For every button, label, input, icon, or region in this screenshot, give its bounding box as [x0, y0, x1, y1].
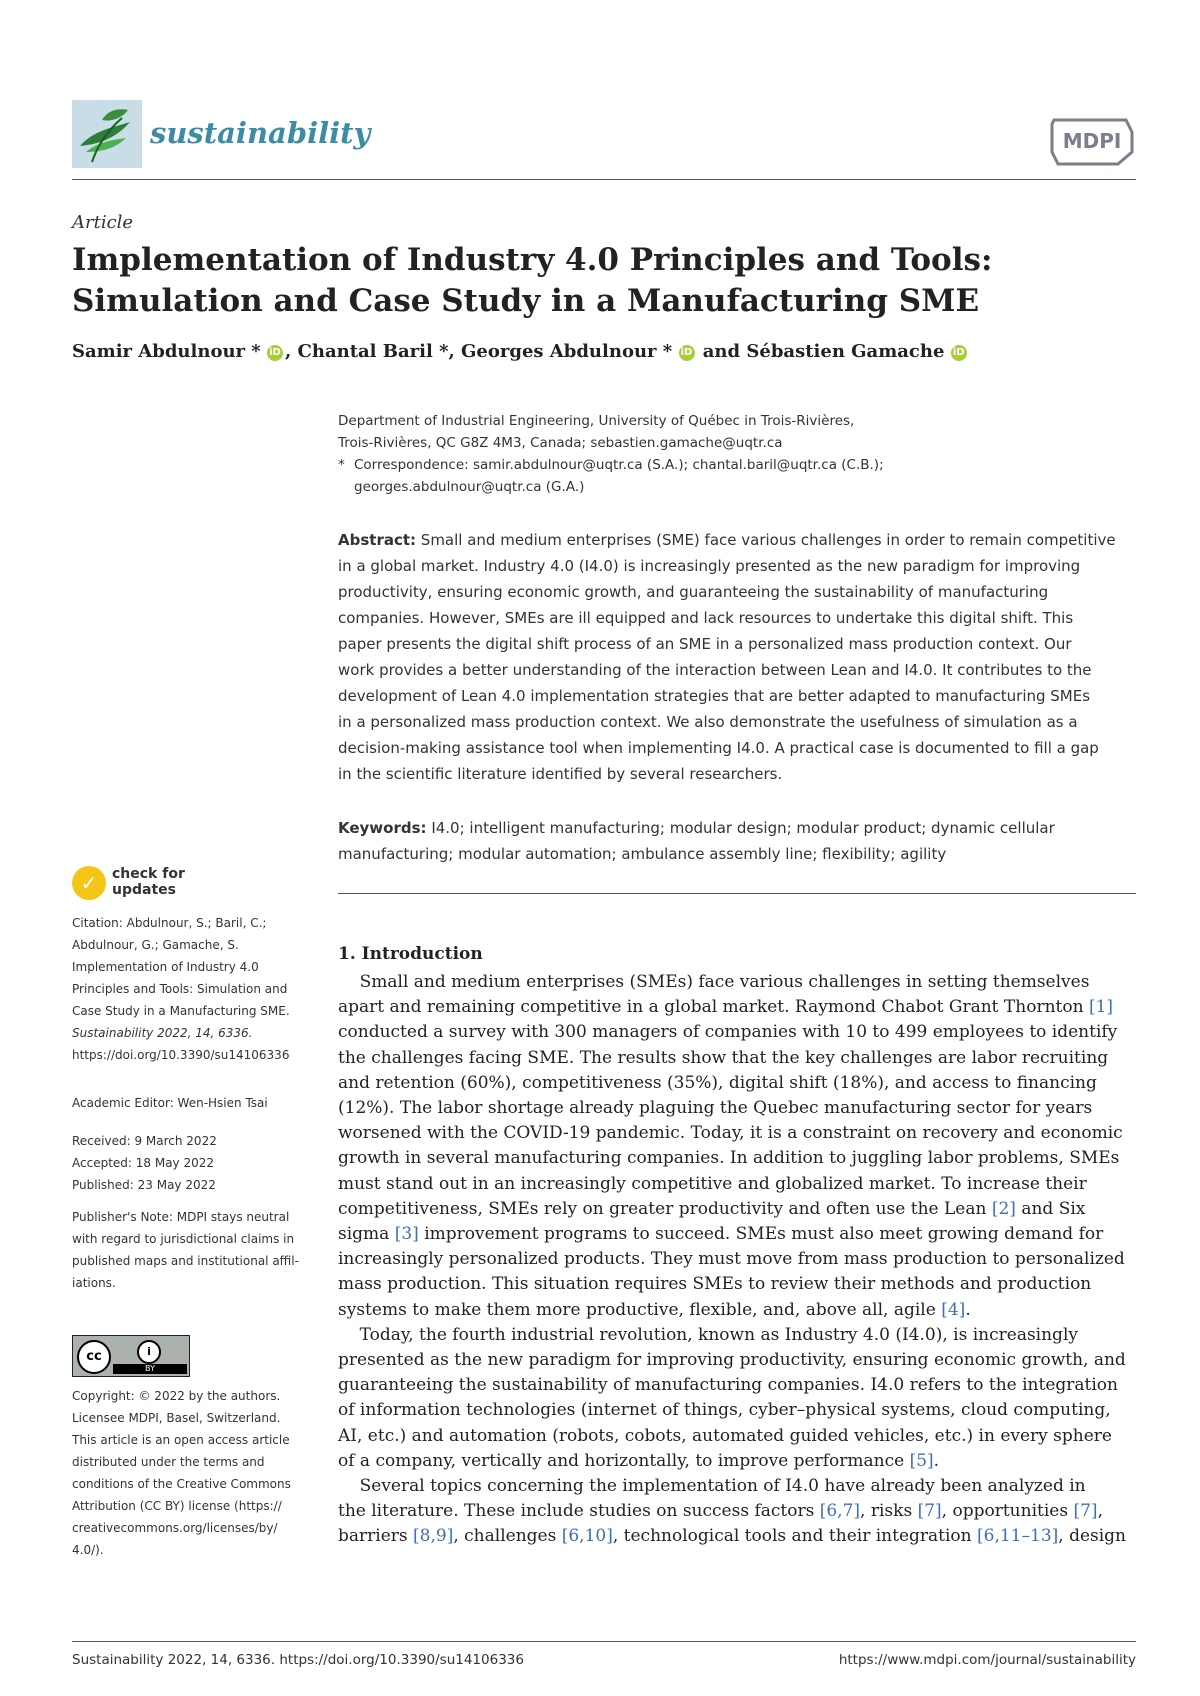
publisher-note-line: published maps and institutional affil- [72, 1254, 299, 1268]
body-line: guaranteeing the sustainability of manufacturing companies. I4.0 refers to the integration [338, 1375, 1118, 1396]
body-line: presented as the new paradigm for improving productivity, ensuring economic growth, and [338, 1350, 1126, 1371]
body-line: must stand out in an increasingly competitive and globalized market. To increase their [338, 1173, 1087, 1194]
body-line: Small and medium enterprises (SMEs) face various challenges in setting themselves [338, 972, 1090, 992]
reference-link[interactable]: [6,7] [819, 1501, 861, 1522]
dates-block [72, 1130, 312, 1196]
person-icon: i [137, 1340, 161, 1364]
abstract-line: Small and medium enterprises (SME) face various challenges in order to remain competitive [416, 531, 1116, 549]
citation-block [72, 912, 312, 1066]
body-line: conducted a survey with 300 managers of companies with 10 to 499 employees to identify [338, 1022, 1118, 1043]
keywords-label: Keywords: [338, 819, 427, 837]
publisher-note-line: iations. [72, 1276, 116, 1290]
abstract-line: paper presents the digital shift process of an SME in a personalized mass production context. Our [338, 635, 1072, 653]
copyright-line: This article is an open access article [72, 1433, 290, 1447]
body-line: the challenges facing SME. The results show that the key challenges are labor recruiting [338, 1047, 1109, 1068]
body-line: of information technologies (internet of things, cyber–physical systems, cloud computing, [338, 1400, 1111, 1421]
author-name[interactable]: Chantal Baril * [297, 341, 449, 362]
by-label: BY [113, 1364, 187, 1374]
citation-line: Case Study in a Manufacturing SME. [72, 1004, 290, 1018]
author-name[interactable]: Sébastien Gamache [746, 341, 945, 362]
citation-line: Principles and Tools: Simulation and [72, 982, 288, 996]
reference-link[interactable]: [7] [1073, 1501, 1098, 1522]
reference-link[interactable]: [3] [394, 1224, 419, 1245]
section-heading: 1. Introduction [338, 944, 483, 964]
copyright-line: Licensee MDPI, Basel, Switzerland. [72, 1411, 281, 1425]
check-updates-line: check for [112, 866, 185, 882]
citation-line: Sustainability 2022, 14, 6336. [72, 1026, 253, 1040]
check-for-updates-label [112, 866, 185, 898]
reference-link[interactable]: [1] [1088, 997, 1114, 1018]
body-line: AI, etc.) and automation (robots, cobots, automated guided vehicles, etc.) in every sphere [338, 1425, 1112, 1446]
body-line: growth in several manufacturing companies. In addition to juggling labor problems, SMEs [338, 1148, 1120, 1169]
abstract-line: in the scientific literature identified by several researchers. [338, 765, 783, 783]
footer-divider [72, 1641, 1136, 1642]
body-line: and retention (60%), competitiveness (35%), digital shift (18%), and access to financing [338, 1072, 1097, 1093]
reference-link[interactable]: [6,10] [561, 1526, 613, 1547]
correspondence-line: georges.abdulnour@uqtr.ca (G.A.) [354, 479, 585, 495]
date-line: Published: 23 May 2022 [72, 1178, 216, 1192]
citation-line: Citation: Abdulnour, S.; Baril, C.; [72, 916, 267, 930]
reference-link[interactable]: [4] [941, 1299, 966, 1320]
section-divider [338, 893, 1136, 894]
reference-link[interactable]: [5] [909, 1450, 934, 1471]
copyright-block [72, 1385, 312, 1561]
correspondence-marker: * [338, 457, 345, 473]
leaf-icon [72, 100, 142, 168]
abstract-line: in a personalized mass production context. We also demonstrate the usefulness of simulation as a [338, 713, 1078, 731]
body-line: the literature. These include studies on success factors [6,7], risks [7], opportunities [7], [338, 1501, 1103, 1522]
abstract-line: work provides a better understanding of the interaction between Lean and I4.0. It contributes to the [338, 661, 1092, 679]
footer-journal-link[interactable]: https://www.mdpi.com/journal/sustainability [838, 1652, 1136, 1668]
publisher-note-line: with regard to jurisdictional claims in [72, 1232, 295, 1246]
cc-by-license-badge[interactable] [72, 1335, 190, 1377]
keywords-line: I4.0; intelligent manufacturing; modular design; modular product; dynamic cellular [426, 819, 1055, 837]
date-line: Received: 9 March 2022 [72, 1134, 217, 1148]
reference-link[interactable]: [7] [917, 1501, 942, 1522]
introduction-body [338, 970, 1138, 1550]
copyright-line: distributed under the terms and [72, 1455, 265, 1469]
title-line: Simulation and Case Study in a Manufacturing SME [72, 283, 980, 319]
article-type: Article [72, 212, 134, 233]
date-line: Accepted: 18 May 2022 [72, 1156, 215, 1170]
body-line: Several topics concerning the implementation of I4.0 have already been analyzed in [338, 1476, 1086, 1497]
body-line: worsened with the COVID-19 pandemic. Today, it is a constraint on recovery and economic [338, 1123, 1123, 1144]
checkmark-icon: ✓ [72, 866, 106, 900]
body-line: of a company, vertically and horizontally, to improve performance [5]. [338, 1450, 940, 1471]
body-line: systems to make them more productive, flexible, and, above all, agile [4]. [338, 1299, 971, 1320]
body-line: apart and remaining competitive in a global market. Raymond Chabot Grant Thornton [1] [338, 997, 1114, 1018]
affiliation-line: Department of Industrial Engineering, University of Québec in Trois-Rivières, [338, 413, 855, 429]
author-name[interactable]: Georges Abdulnour * [461, 341, 673, 362]
publisher-note-line: Publisher's Note: MDPI stays neutral [72, 1210, 290, 1224]
publisher-note [72, 1206, 312, 1294]
mdpi-logo[interactable] [1048, 112, 1136, 172]
keywords-line: manufacturing; modular automation; ambulance assembly line; flexibility; agility [338, 845, 947, 863]
reference-link[interactable]: [6,11–13] [977, 1526, 1059, 1547]
footer-citation[interactable]: Sustainability 2022, 14, 6336. https://doi.org/10.3390/su14106336 [72, 1652, 524, 1668]
abstract [338, 527, 1138, 787]
check-updates-line: updates [112, 882, 176, 898]
reference-link[interactable]: [2] [991, 1198, 1016, 1219]
correspondence-line: Correspondence: samir.abdulnour@uqtr.ca (S.A.); chantal.baril@uqtr.ca (C.B.); [354, 457, 884, 473]
body-line: barriers [8,9], challenges [6,10], technological tools and their integration [6,11–13], design [338, 1526, 1127, 1547]
abstract-line: productivity, ensuring economic growth, and guaranteeing the sustainability of manufacturing [338, 583, 1049, 601]
body-line: (12%). The labor shortage already plaguing the Quebec manufacturing sector for years [338, 1098, 1093, 1119]
body-line: competitiveness, SMEs rely on greater productivity and often use the Lean [2] and Six [338, 1198, 1086, 1219]
title-line: Implementation of Industry 4.0 Principles and Tools: [72, 242, 993, 278]
keywords [338, 815, 1138, 867]
citation-line: Implementation of Industry 4.0 [72, 960, 259, 974]
orcid-icon[interactable]: iD [951, 345, 967, 361]
affiliation-line: Trois-Rivières, QC G8Z 4M3, Canada; sebastien.gamache@uqtr.ca [338, 435, 783, 451]
copyright-link[interactable]: creativecommons.org/licenses/by/ [72, 1521, 278, 1535]
abstract-line: companies. However, SMEs are ill equipped and lack resources to undertake this digital shift. This [338, 609, 1074, 627]
article-title [72, 240, 1136, 322]
check-for-updates-button[interactable] [72, 866, 202, 902]
author-separator: , [448, 341, 462, 362]
author-list [72, 341, 969, 362]
journal-logo [72, 100, 142, 168]
body-line: sigma [3] improvement programs to succeed. SMEs must also meet growing demand for [338, 1224, 1104, 1245]
citation-doi-link[interactable]: https://doi.org/10.3390/su14106336 [72, 1048, 290, 1062]
copyright-line: Attribution (CC BY) license (https:// [72, 1499, 282, 1513]
academic-editor: Academic Editor: Wen-Hsien Tsai [72, 1096, 268, 1110]
author-separator: , [284, 341, 298, 362]
mdpi-logo-text: MDPI [1062, 129, 1122, 153]
author-separator: and [696, 341, 747, 362]
journal-name[interactable]: sustainability [150, 116, 371, 150]
copyright-line: Copyright: © 2022 by the authors. [72, 1389, 281, 1403]
affiliation-block [338, 410, 1138, 498]
cc-icon: cc [77, 1340, 111, 1374]
body-line: increasingly personalized products. They must move from mass production to personalized [338, 1249, 1125, 1270]
copyright-line: 4.0/). [72, 1543, 104, 1557]
citation-line: Abdulnour, G.; Gamache, S. [72, 938, 239, 952]
orcid-icon[interactable]: iD [267, 345, 283, 361]
copyright-line: conditions of the Creative Commons [72, 1477, 291, 1491]
author-name[interactable]: Samir Abdulnour * [72, 341, 261, 362]
abstract-line: in a global market. Industry 4.0 (I4.0) is increasingly presented as the new paradigm for improving [338, 557, 1081, 575]
orcid-icon[interactable]: iD [679, 345, 695, 361]
abstract-label: Abstract: [338, 531, 417, 549]
body-line: Today, the fourth industrial revolution, known as Industry 4.0 (I4.0), is increasingly [338, 1324, 1078, 1345]
header-divider [72, 179, 1136, 180]
reference-link[interactable]: [8,9] [413, 1526, 454, 1547]
body-line: mass production. This situation requires SMEs to review their methods and production [338, 1274, 1092, 1295]
abstract-line: decision-making assistance tool when implementing I4.0. A practical case is documented to fill a gap [338, 739, 1099, 757]
abstract-line: development of Lean 4.0 implementation strategies that are better adapted to manufacturing SMEs [338, 687, 1091, 705]
